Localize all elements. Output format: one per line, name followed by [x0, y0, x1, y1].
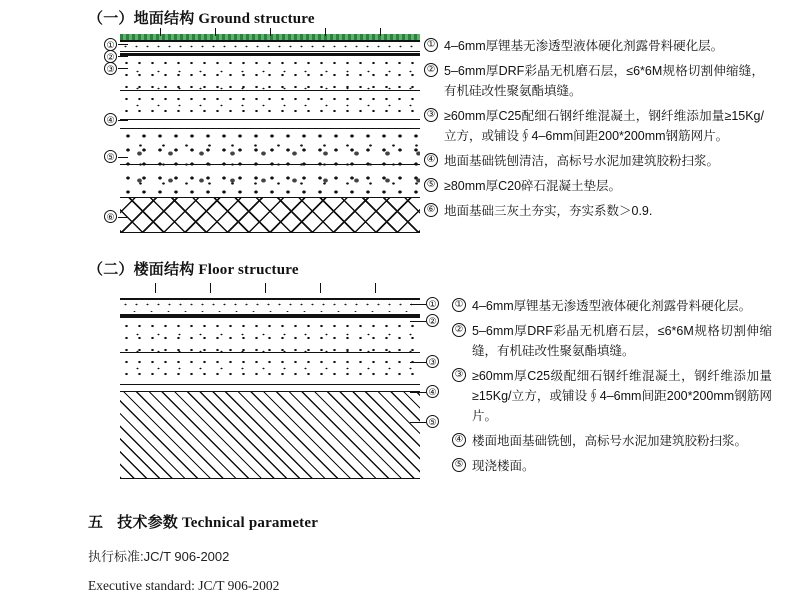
floor-band-black: [120, 314, 420, 318]
ground-callout-2: ②: [104, 50, 117, 63]
legend-item: [452, 456, 772, 476]
floor-callout-2: ②: [426, 314, 439, 327]
floor-inner-rule: [120, 352, 420, 353]
ground-tick: [270, 28, 271, 36]
legend-item: [424, 36, 764, 56]
legend-item: [452, 296, 772, 316]
ground-inner-rule: [120, 90, 420, 91]
floor-leader-4: [410, 392, 426, 393]
section-number: 五: [88, 515, 104, 531]
legend-text: 楼面地面基础铣刨，高标号水泥加建筑胶粉扫浆。: [472, 434, 748, 448]
ground-callout-6: ⑥: [104, 210, 117, 223]
floor-leader-2: [410, 321, 426, 322]
ground-leader-3: [118, 68, 128, 69]
ground-band-black: [120, 53, 420, 56]
floor-leader-3: [410, 362, 426, 363]
standard-en: Executive standard: JC/T 906-2002: [88, 578, 280, 593]
legend-item: [452, 366, 772, 426]
section-heading-text: 技术参数 Technical parameter: [117, 515, 319, 531]
ground-tick: [380, 28, 381, 36]
floor-tick: [155, 283, 156, 293]
ground-inner-rule: [120, 164, 420, 165]
floor-tick: [375, 283, 376, 293]
legend-item: [452, 431, 772, 451]
legend-marker: ②: [452, 323, 466, 337]
ground-callout-5: ⑤: [104, 150, 117, 163]
ground-leader-1: [118, 44, 128, 45]
legend-marker: ③: [424, 108, 438, 122]
ground-callout-3: ③: [104, 62, 117, 75]
floor-legend: [452, 296, 772, 481]
ground-leader-2: [118, 56, 128, 57]
legend-text: ≥60mm厚C25配细石钢纤维混凝土，钢纤维添加量≥15Kg/立方，或铺设∮4–6mm间距200*200mm钢筋网片。: [444, 109, 764, 143]
ground-rule-6: [120, 232, 420, 233]
floor-callout-3: ③: [426, 355, 439, 368]
legend-text: 5–6mm厚DRF彩晶无机磨石层，≤6*6M规格切割伸缩缝，有机硅改性聚氨酯填缝。: [472, 324, 772, 358]
ground-layer-4-milled-base: [120, 120, 420, 128]
ground-callout-1: ①: [104, 38, 117, 51]
ground-tick: [215, 28, 216, 36]
legend-item: [424, 176, 764, 196]
floor-tick: [265, 283, 266, 293]
ground-tick: [325, 28, 326, 36]
legend-text: 4–6mm厚锂基无渗透型液体硬化剂露骨料硬化层。: [444, 39, 724, 53]
legend-marker: ⑤: [424, 178, 438, 192]
section-title-technical: [88, 511, 318, 532]
legend-item: [424, 106, 764, 146]
legend-item: [452, 321, 772, 361]
legend-text: 4–6mm厚锂基无渗透型液体硬化剂露骨料硬化层。: [472, 299, 752, 313]
legend-marker: ②: [424, 63, 438, 77]
ground-structure-diagram: [120, 34, 420, 232]
ground-layer-5-rubble-concrete: [120, 129, 420, 197]
legend-text: 地面基础铣刨清洁，高标号水泥加建筑胶粉扫浆。: [444, 154, 720, 168]
ground-layer-3-fiber-concrete: [120, 57, 420, 119]
ground-leader-6: [118, 217, 128, 218]
legend-marker: ⑤: [452, 458, 466, 472]
floor-tick: [320, 283, 321, 293]
ground-legend: [424, 36, 764, 226]
legend-marker: ④: [424, 153, 438, 167]
legend-marker: ③: [452, 368, 466, 382]
standard-cn: 执行标准:JC/T 906-2002: [88, 549, 230, 564]
floor-callout-1: ①: [426, 297, 439, 310]
legend-marker: ①: [452, 298, 466, 312]
floor-layer-2-terrazzo: [120, 300, 420, 312]
ground-layer-2-terrazzo: [120, 42, 420, 51]
legend-text: 地面基础三灰土夯实，夯实系数＞0.9.: [444, 204, 653, 218]
floor-callout-5: ⑤: [426, 415, 439, 428]
floor-tick: [210, 283, 211, 293]
ground-leader-5: [118, 157, 128, 158]
floor-leader-5: [410, 422, 426, 423]
legend-marker: ⑥: [424, 203, 438, 217]
legend-item: [424, 61, 764, 101]
ground-tick: [160, 28, 161, 36]
section-title-floor: （二）楼面结构 Floor structure: [88, 262, 299, 278]
floor-structure-diagram: [120, 290, 420, 480]
floor-leader-1: [410, 304, 426, 305]
legend-item: [424, 201, 764, 221]
floor-callout-4: ④: [426, 385, 439, 398]
legend-text: 5–6mm厚DRF彩晶无机磨石层，≤6*6M规格切割伸缩缝，有机硅改性聚氨酯填缝。: [444, 64, 764, 98]
legend-marker: ①: [424, 38, 438, 52]
legend-item: [424, 151, 764, 171]
ground-callout-4: ④: [104, 113, 117, 126]
legend-text: ≥80mm厚C20碎石混凝土垫层。: [444, 179, 622, 193]
ground-rule-2: [120, 51, 420, 52]
legend-text: ≥60mm厚C25级配细石钢纤维混凝土，钢纤维添加量≥15Kg/立方，或铺设∮4–6mm间距200*200mm钢筋网片。: [472, 369, 772, 423]
section-title-ground: （一）地面结构 Ground structure: [88, 11, 315, 27]
legend-text: 现浇楼面。: [472, 459, 535, 473]
floor-layer-5-cast-slab: [120, 392, 420, 478]
ground-layer-6-compacted-soil: [120, 198, 420, 232]
legend-marker: ④: [452, 433, 466, 447]
floor-rule-5: [120, 478, 420, 479]
ground-leader-4: [118, 120, 128, 121]
